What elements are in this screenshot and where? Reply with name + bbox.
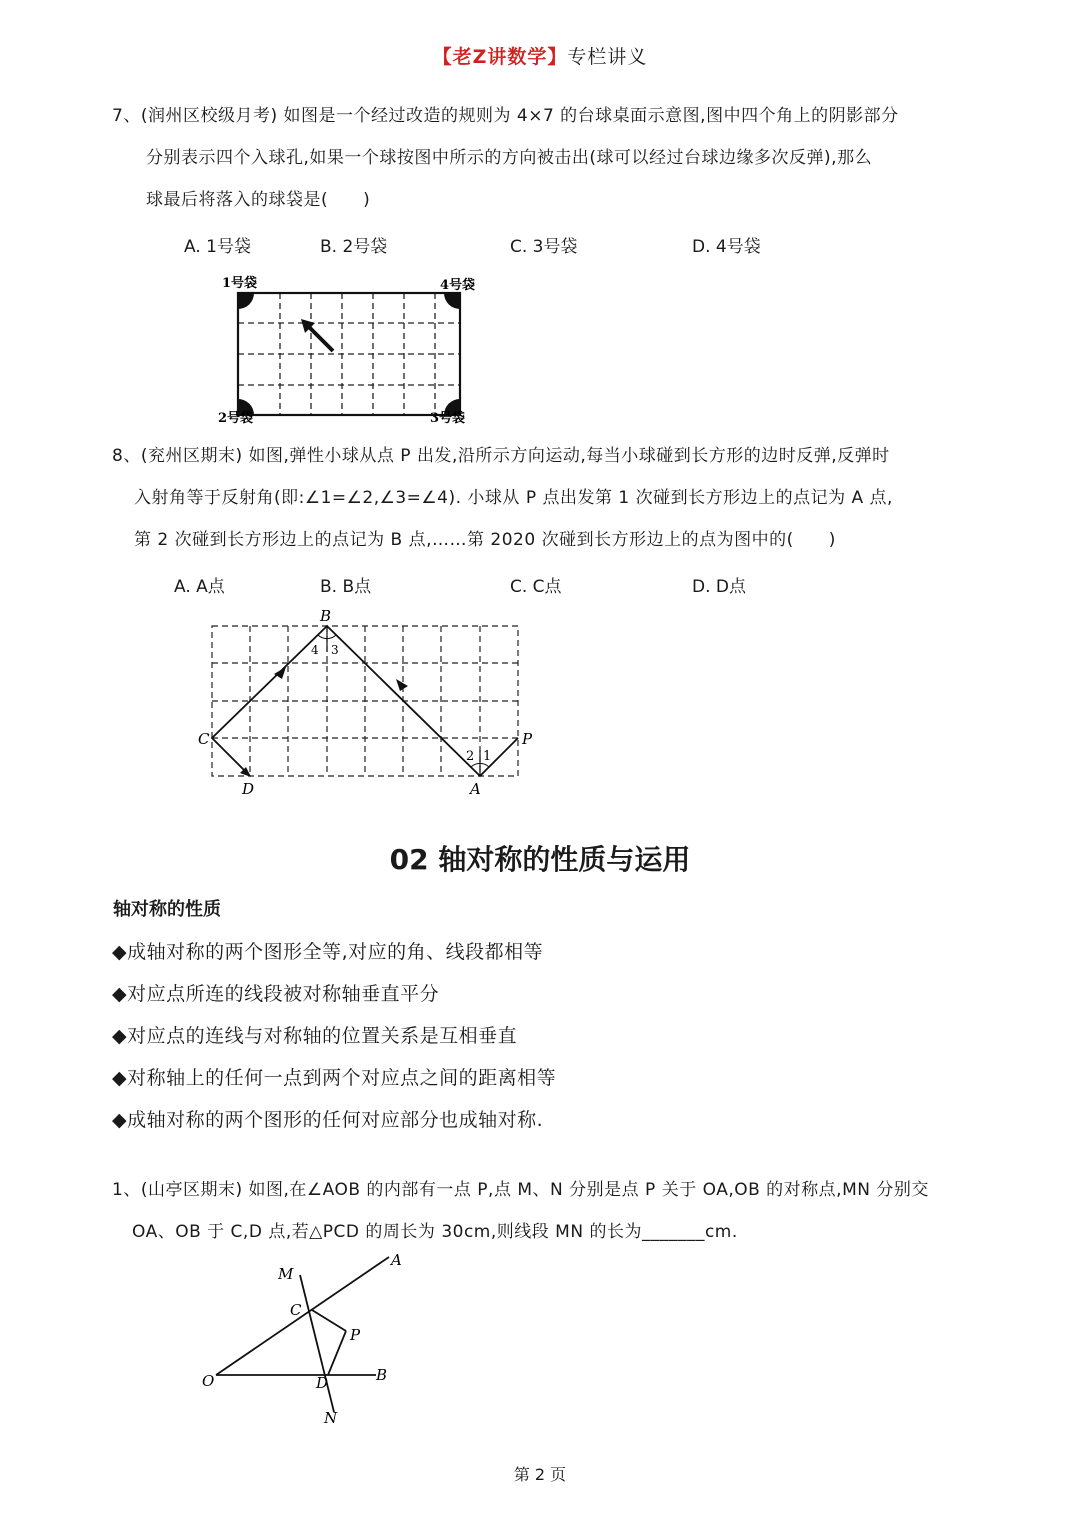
q1-label-b: B <box>376 1366 388 1384</box>
q8-angle-3: 3 <box>331 643 339 657</box>
header-suffix: 专栏讲义 <box>567 46 648 68</box>
q7-option-c: C. 3号袋 <box>510 237 578 257</box>
q1-label-m: M <box>278 1265 294 1283</box>
page-header <box>0 42 1080 69</box>
q8-label-b: B <box>320 607 332 625</box>
q7-label-pocket-1: 1号袋 <box>222 276 258 291</box>
q8-label-d: D <box>242 780 255 798</box>
q8-arrow-ap <box>396 679 408 691</box>
q8-angle-1: 1 <box>483 749 492 764</box>
q1-label-a: A <box>391 1251 402 1269</box>
property-bullet-3: ◆对应点的连线与对称轴的位置关系是互相垂直 <box>112 1025 518 1047</box>
q1-segment-pd <box>328 1331 346 1375</box>
q7-billiard-figure <box>210 268 500 428</box>
q1-line-1: 1、(山亭区期末) 如图,在∠AOB 的内部有一点 P,点 M、N 分别是点 P 关于 OA,OB 的对称点,MN 分别交 <box>112 1180 929 1200</box>
q7-label-pocket-3: 3号袋 <box>430 411 466 426</box>
q7-grid <box>238 293 460 415</box>
q7-pocket-4 <box>444 293 460 309</box>
q1-label-c: C <box>290 1301 302 1319</box>
q7-option-b: B. 2号袋 <box>320 237 388 257</box>
section-title: 02 轴对称的性质与运用 <box>389 843 691 876</box>
q1-segment-cp <box>312 1310 346 1331</box>
property-bullet-1: ◆成轴对称的两个图形全等,对应的角、线段都相等 <box>112 941 544 963</box>
property-bullet-2: ◆对应点所连的线段被对称轴垂直平分 <box>112 983 440 1005</box>
q8-label-c: C <box>198 730 210 748</box>
q8-option-d: D. D点 <box>692 577 746 597</box>
q7-line-1: 7、(润州区校级月考) 如图是一个经过改造的规则为 4×7 的台球桌面示意图,图中四个角上的阴影部分 <box>112 106 899 126</box>
q8-label-p: P <box>522 730 533 748</box>
q7-label-pocket-4: 4号袋 <box>440 278 476 293</box>
q7-option-a: A. 1号袋 <box>184 237 251 257</box>
q8-line-1: 8、(兖州区期末) 如图,弹性小球从点 P 出发,沿所示方向运动,每当小球碰到长方形的边时反弹,反弹时 <box>112 446 890 466</box>
q8-bounce-figure <box>190 602 550 802</box>
property-bullet-5: ◆成轴对称的两个图形的任何对应部分也成轴对称. <box>112 1109 544 1131</box>
q1-line-2: OA、OB 于 C,D 点,若△PCD 的周长为 30cm,则线段 MN 的长为_______cm. <box>132 1222 738 1242</box>
q8-arrow-bc <box>274 667 286 679</box>
q8-option-c: C. C点 <box>510 577 562 597</box>
q1-angle-figure <box>190 1245 420 1430</box>
q1-ray-oa <box>216 1257 389 1375</box>
q7-line-2: 分别表示四个入球孔,如果一个球按图中所示的方向被击出(球可以经过台球边缘多次反弹),那么 <box>146 148 873 168</box>
page-number: 第 2 页 <box>513 1465 567 1484</box>
q7-line-3: 球最后将落入的球袋是( ) <box>146 190 371 210</box>
q8-angle-4: 4 <box>311 643 319 657</box>
properties-heading: 轴对称的性质 <box>113 899 221 920</box>
brand-title: 【老Z讲数学】 <box>432 46 568 68</box>
q1-label-n: N <box>324 1409 338 1427</box>
q7-label-pocket-2: 2号袋 <box>218 411 254 426</box>
property-bullet-4: ◆对称轴上的任何一点到两个对应点之间的距离相等 <box>112 1067 557 1089</box>
q1-label-p: P <box>350 1326 361 1344</box>
q8-label-a: A <box>470 780 481 798</box>
q8-option-b: B. B点 <box>320 577 372 597</box>
q8-angle-2: 2 <box>466 749 475 764</box>
q8-line-2: 入射角等于反射角(即:∠1=∠2,∠3=∠4). 小球从 P 点出发第 1 次碰到长方形边上的点记为 A 点, <box>134 488 893 508</box>
q7-option-d: D. 4号袋 <box>692 237 761 257</box>
q7-ball-direction-arrow <box>308 326 333 351</box>
q1-label-d: D <box>316 1374 329 1392</box>
q8-line-3: 第 2 次碰到长方形边上的点记为 B 点,……第 2020 次碰到长方形边上的点为图中的( ) <box>134 530 836 550</box>
q1-label-o: O <box>202 1372 215 1390</box>
q7-pocket-1 <box>238 293 254 309</box>
q8-option-a: A. A点 <box>174 577 225 597</box>
